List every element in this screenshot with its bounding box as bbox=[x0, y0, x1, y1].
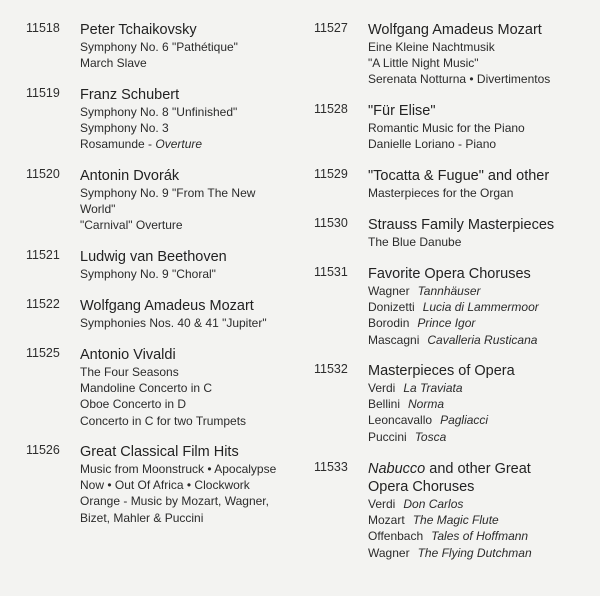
catalog-number: 11531 bbox=[314, 265, 348, 279]
composer: Wolfgang Amadeus Mozart bbox=[368, 22, 542, 38]
composer-work bbox=[368, 412, 600, 428]
composer-work bbox=[368, 396, 600, 412]
composer: Verdi bbox=[368, 497, 396, 511]
work: Music from Moonstruck • Apocalypse bbox=[80, 462, 277, 476]
catalog-number: 11522 bbox=[26, 297, 60, 311]
work: The Magic Flute bbox=[412, 513, 499, 528]
work: Norma bbox=[408, 397, 445, 412]
composer: Verdi bbox=[368, 381, 396, 395]
catalog-number: 11520 bbox=[26, 167, 60, 181]
catalog-number: 11518 bbox=[26, 21, 60, 35]
catalog-number: 11525 bbox=[26, 346, 60, 360]
composer: Peter Tchaikovsky bbox=[80, 22, 197, 38]
work: Symphony No. 8 "Unfinished" bbox=[80, 105, 238, 119]
composer-work bbox=[368, 496, 600, 512]
composer: Puccini bbox=[368, 429, 407, 444]
catalog-number: 11528 bbox=[314, 102, 348, 116]
work: La Traviata bbox=[403, 381, 463, 395]
work: Lucia di Lammermoor bbox=[422, 300, 539, 315]
work: Cavalleria Rusticana bbox=[427, 332, 538, 347]
composer: Borodin bbox=[368, 316, 410, 331]
work: Prince Igor bbox=[417, 316, 476, 331]
work: Symphony No. 9 "From The New bbox=[80, 186, 256, 200]
work: Symphony No. 3 bbox=[80, 121, 169, 136]
work: The Four Seasons bbox=[80, 365, 179, 379]
composer-work bbox=[368, 315, 600, 331]
catalog-number: 11529 bbox=[314, 167, 348, 181]
composer-work bbox=[368, 299, 600, 315]
album-title-rest: and other Great bbox=[425, 461, 531, 477]
work: Bizet, Mahler & Puccini bbox=[80, 510, 204, 525]
composer: Mascagni bbox=[368, 332, 420, 347]
work-text: Rosamunde - bbox=[80, 137, 156, 152]
work: Eine Kleine Nachtmusik bbox=[368, 40, 495, 54]
catalog-number: 11532 bbox=[314, 362, 348, 376]
catalog-number: 11519 bbox=[26, 86, 60, 100]
work: World" bbox=[80, 202, 116, 217]
work: "Carnival" Overture bbox=[80, 218, 183, 233]
work: Tosca bbox=[414, 429, 447, 444]
work: Symphonies Nos. 40 & 41 "Jupiter" bbox=[80, 316, 267, 330]
composer: Ludwig van Beethoven bbox=[80, 249, 227, 265]
work bbox=[80, 136, 315, 152]
catalog-number: 11521 bbox=[26, 248, 60, 262]
work: Orange - Music by Mozart, Wagner, bbox=[80, 494, 269, 509]
composer: Antonio Vivaldi bbox=[80, 347, 176, 363]
work: March Slave bbox=[80, 56, 147, 71]
album-title-continued: Masterpieces for the Organ bbox=[368, 186, 514, 200]
work: Concerto in C for two Trumpets bbox=[80, 413, 247, 428]
work: Serenata Notturna • Divertimentos bbox=[368, 72, 551, 87]
composer-work bbox=[368, 332, 600, 348]
album-title-continued: Opera Choruses bbox=[368, 479, 475, 495]
album-title bbox=[368, 460, 600, 478]
album-title: "Tocatta & Fugue" and other bbox=[368, 168, 550, 184]
composer-work bbox=[368, 429, 600, 445]
composer: Wagner bbox=[368, 284, 410, 298]
composer: Donizetti bbox=[368, 300, 415, 315]
work: The Blue Danube bbox=[368, 235, 462, 249]
composer: Offenbach bbox=[368, 529, 424, 544]
work: Danielle Loriano - Piano bbox=[368, 137, 497, 152]
composer-work bbox=[368, 380, 600, 396]
composer-work bbox=[368, 512, 600, 528]
catalog-number: 11530 bbox=[314, 216, 348, 230]
work: The Flying Dutchman bbox=[417, 545, 532, 560]
work: Oboe Concerto in D bbox=[80, 397, 187, 412]
catalog-number: 11527 bbox=[314, 21, 348, 35]
composer: Leoncavallo bbox=[368, 413, 433, 428]
work: Don Carlos bbox=[403, 497, 464, 511]
album-title: Strauss Family Masterpieces bbox=[368, 217, 555, 233]
album-title: Masterpieces of Opera bbox=[368, 363, 515, 379]
work: Now • Out Of Africa • Clockwork bbox=[80, 478, 250, 493]
work: "A Little Night Music" bbox=[368, 56, 479, 71]
work: Symphony No. 6 "Pathétique" bbox=[80, 40, 238, 54]
composer: Antonin Dvorák bbox=[80, 168, 180, 184]
work: Romantic Music for the Piano bbox=[368, 121, 525, 135]
composer: Franz Schubert bbox=[80, 87, 180, 103]
work: Tales of Hoffmann bbox=[431, 529, 529, 544]
composer-work bbox=[368, 528, 600, 544]
work: Tannhäuser bbox=[417, 284, 481, 298]
composer: Wolfgang Amadeus Mozart bbox=[80, 298, 254, 314]
album-title: Favorite Opera Choruses bbox=[368, 266, 531, 282]
catalog-number: 11533 bbox=[314, 460, 348, 474]
album-title-italic: Nabucco bbox=[368, 461, 426, 477]
album-title: "Für Elise" bbox=[368, 103, 436, 119]
composer-work bbox=[368, 545, 600, 561]
composer-work bbox=[368, 283, 600, 299]
album-title: Great Classical Film Hits bbox=[80, 444, 239, 460]
work-italic: Overture bbox=[155, 137, 203, 152]
composer: Bellini bbox=[368, 397, 401, 412]
work: Mandoline Concerto in C bbox=[80, 381, 213, 396]
composer: Wagner bbox=[368, 545, 410, 560]
catalog-number: 11526 bbox=[26, 443, 60, 457]
work: Symphony No. 9 "Choral" bbox=[80, 267, 216, 281]
composer: Mozart bbox=[368, 513, 405, 528]
work: Pagliacci bbox=[440, 413, 489, 428]
